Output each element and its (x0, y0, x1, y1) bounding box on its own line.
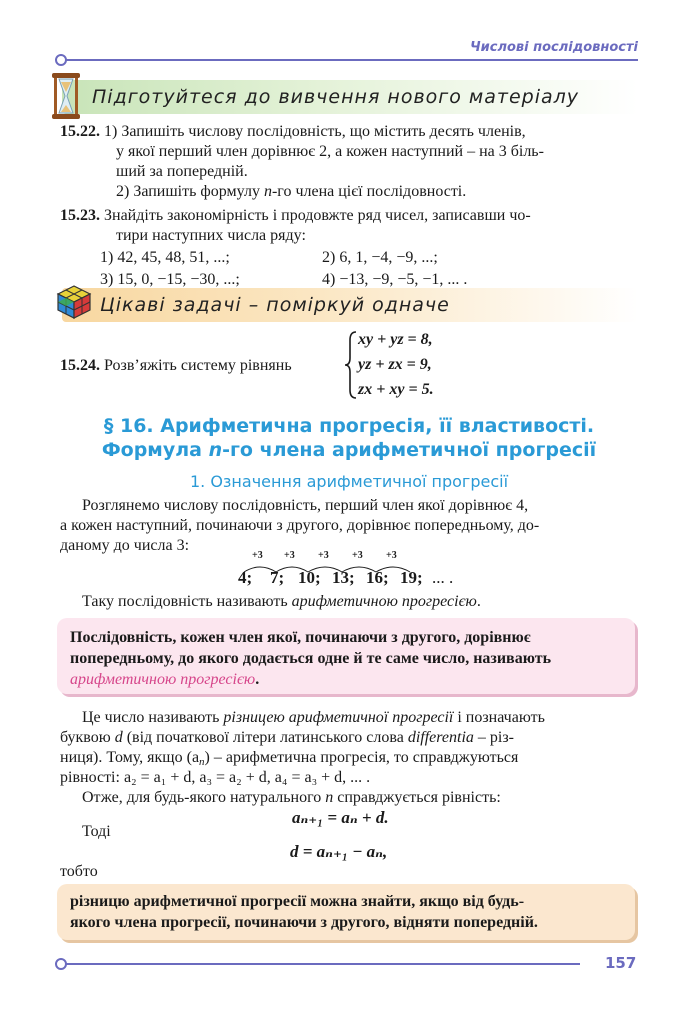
text-fragment: 2) Запишіть формулу (116, 183, 264, 200)
rule-line: якого члена прогресії, починаючи з другого, відняти попередній. (70, 914, 538, 931)
text-fragment: і позначають (453, 709, 545, 726)
sequence-term: 10; (298, 568, 321, 587)
exercise-15-24 (60, 356, 292, 376)
paragraph-line (82, 708, 545, 728)
cube-icon (56, 284, 92, 320)
variable-d: d (114, 729, 123, 746)
sequence-term: 4; (238, 568, 253, 587)
exercise-text: Знайдіть закономірність і продовжте ряд чисел, записавши чо- (104, 207, 531, 224)
sequence-term: 7; (270, 568, 285, 587)
variable-n: n (263, 183, 272, 200)
paragraph-line (82, 592, 481, 612)
formula-recurrence: aₙ₊₁ = aₙ + d. (292, 808, 389, 827)
text-fragment: -го члена арифметичної прогресії (222, 439, 597, 461)
equation-1: xy + yz = 8, (358, 331, 433, 348)
subscript: n (199, 756, 205, 768)
text-fragment: – різ- (473, 729, 514, 746)
paragraph-line: Розглянемо числову послідовність, перший член якої дорівнює 4, (82, 497, 529, 514)
banner-prepare-title: Підготуйтеся до вивчення нового матеріалу (92, 86, 580, 108)
text-fragment: буквою (60, 729, 115, 746)
exercise-number: 15.24. (60, 357, 100, 374)
exercise-15-22 (60, 122, 640, 142)
latin-word: differentia (407, 729, 474, 746)
definition-term: арифметичною прогресією (70, 671, 256, 688)
page-number: 157 (605, 954, 637, 972)
series-item: 2) 6, 1, −4, −9, ...; (322, 249, 438, 266)
text-fragment: ниця). Тому, якщо (a (60, 749, 200, 766)
section-title: § 16. Арифметична прогресія, її властивості. (103, 415, 595, 437)
exercise-text: у якої перший член дорівнює 2, а кожен наступний – на 3 біль- (116, 143, 544, 160)
sequence-term: 19; (400, 568, 423, 587)
exercise-number: 15.22. (60, 123, 100, 140)
exercise-text: тири наступних числа ряду: (116, 227, 306, 244)
header-rule-dot (55, 54, 67, 66)
text-fragment: . (476, 593, 481, 610)
exercise-text: Розв’яжіть систему рівнянь (104, 357, 292, 374)
definition-line (70, 670, 259, 690)
exercise-text (116, 182, 466, 202)
hourglass-icon (50, 72, 82, 120)
sequence-term: ... . (432, 568, 454, 587)
exercise-number: 15.23. (60, 207, 100, 224)
paragraph-line: тобто (60, 863, 98, 880)
text-fragment: . (255, 671, 260, 688)
header-rule (60, 59, 638, 61)
exercise-15-23 (60, 206, 531, 226)
paragraph-line: а кожен наступний, починаючи з другого, дорівнює попередньому, до- (60, 517, 540, 534)
text-fragment: Таку послідовність називають (82, 593, 292, 610)
paragraph-line (60, 748, 518, 768)
sequence-term: 13; (332, 568, 355, 587)
variable-n: n (208, 439, 223, 461)
exercise-text: 1) Запишіть числову послідовність, що містить десять членів, (104, 123, 526, 140)
series-item: 1) 42, 45, 48, 51, ...; (100, 249, 230, 266)
text-fragment: справджується рівність: (333, 789, 501, 806)
paragraph-line: Тоді (82, 823, 111, 840)
definition-line: Послідовність, кожен член якої, починаючи з другого, дорівнює (70, 629, 531, 646)
footer-rule (60, 963, 580, 965)
banner-puzzles-title: Цікаві задачі – поміркуй одначе (100, 294, 450, 316)
text-fragment: -го члена цієї послідовності. (271, 183, 467, 200)
exercise-text: ший за попередній. (116, 163, 248, 180)
footer-rule-dot (55, 958, 67, 970)
section-title-line2 (60, 438, 638, 462)
term-italic: різницею арифметичної прогресії (223, 709, 454, 726)
text-fragment: Формула (101, 439, 209, 461)
paragraph-line (60, 728, 514, 748)
series-item: 3) 15, 0, −15, −30, ...; (100, 271, 240, 288)
step-label: +3 (252, 550, 263, 561)
paragraph-line: даному до числа 3: (60, 537, 190, 554)
step-label: +3 (284, 550, 295, 561)
formula-difference: d = aₙ₊₁ − aₙ, (290, 842, 388, 861)
running-header: Числові послідовності (470, 40, 638, 55)
term-italic: арифметичною прогресією (291, 593, 477, 610)
paragraph-line: рівності: a₂ = a₁ + d, a₃ = a₂ + d, a₄ = a₃ + d, ... . (60, 769, 371, 786)
step-label: +3 (386, 550, 397, 561)
subsection-title: 1. Означення арифметичної прогресії (189, 472, 509, 491)
step-label: +3 (352, 550, 363, 561)
equation-3: zx + xy = 5. (358, 381, 434, 398)
series-item: 4) −13, −9, −5, −1, ... . (322, 271, 468, 288)
variable-n: n (325, 789, 334, 806)
paragraph-line (82, 788, 501, 808)
system-brace (344, 330, 358, 400)
step-label: +3 (318, 550, 329, 561)
text-fragment: ) – арифметична прогресія, то справджуються (204, 749, 519, 766)
text-fragment: Це число називають (82, 709, 224, 726)
text-fragment: Отже, для будь-якого натурального (82, 789, 326, 806)
sequence-term: 16; (366, 568, 389, 587)
equation-2: yz + zx = 9, (358, 356, 432, 373)
rule-line: різницю арифметичної прогресії можна знайти, якщо від будь- (70, 893, 525, 910)
definition-line: попередньому, до якого додається одне й те саме число, називають (70, 650, 552, 667)
sequence-diagram (236, 550, 466, 594)
text-fragment: (від початкової літери латинського слова (122, 729, 408, 746)
